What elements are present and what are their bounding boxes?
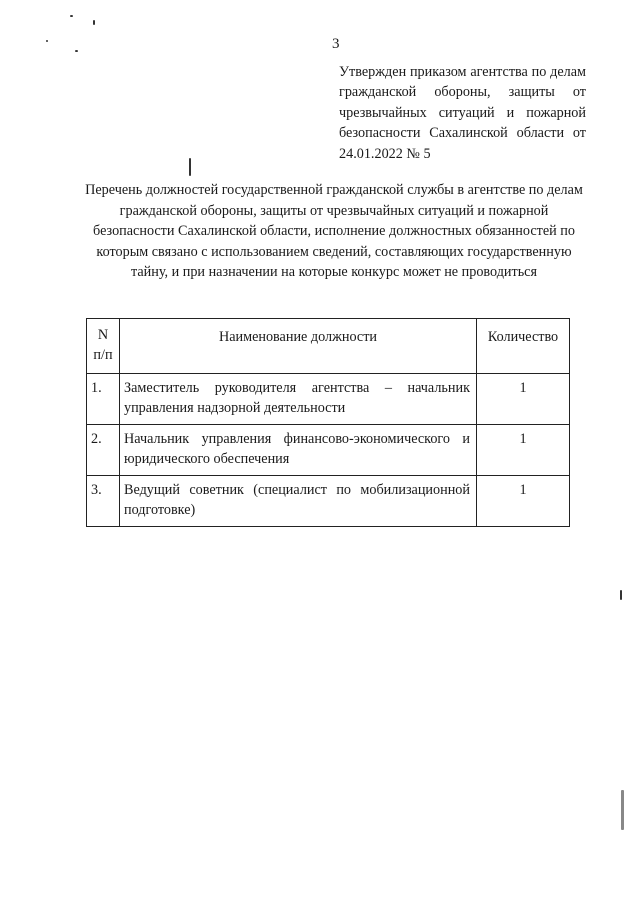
table-row bbox=[87, 425, 570, 476]
table-row bbox=[87, 374, 570, 425]
row-number: 1. bbox=[87, 374, 120, 425]
document-title: Перечень должностей государственной гражданской службы в агентстве по делам гражданской обороны, защиты от чрезвычайных ситуаций и пожарной безопасности Сахалинской области, исполнение должностных обязанностей по которым связано с использованием сведений, составляющих государственную тайну, и при назначении на которые конкурс может не проводиться bbox=[85, 182, 583, 281]
positions-table bbox=[86, 318, 570, 527]
scan-speck bbox=[620, 590, 622, 600]
scan-speck bbox=[93, 20, 95, 25]
header-position-name: Наименование должности bbox=[120, 319, 477, 374]
row-quantity: 1 bbox=[477, 374, 570, 425]
scan-speck bbox=[70, 15, 73, 17]
header-number-line2: п/п bbox=[93, 347, 113, 363]
row-number: 2. bbox=[87, 425, 120, 476]
page-number: 3 bbox=[332, 36, 340, 52]
row-quantity: 1 bbox=[477, 425, 570, 476]
row-position-name: Заместитель руководителя агентства – начальник управления надзорной деятельности bbox=[120, 374, 477, 425]
header-number-line1: N bbox=[97, 327, 109, 343]
table-header-row bbox=[87, 319, 570, 374]
header-number bbox=[87, 319, 120, 374]
scan-speck bbox=[621, 790, 624, 830]
header-quantity: Количество bbox=[477, 319, 570, 374]
scan-speck bbox=[189, 158, 191, 176]
row-quantity: 1 bbox=[477, 476, 570, 527]
table-row bbox=[87, 476, 570, 527]
row-position-name: Ведущий советник (специалист по мобилизационной подготовке) bbox=[120, 476, 477, 527]
row-number: 3. bbox=[87, 476, 120, 527]
scan-speck bbox=[46, 40, 48, 42]
scan-speck bbox=[75, 50, 78, 52]
row-position-name: Начальник управления финансово-экономического и юридического обеспечения bbox=[120, 425, 477, 476]
approval-block: Утвержден приказом агентства по делам гражданской обороны, защиты от чрезвычайных ситуаций и пожарной безопасности Сахалинской области от 24.01.2022 № 5 bbox=[339, 64, 586, 162]
